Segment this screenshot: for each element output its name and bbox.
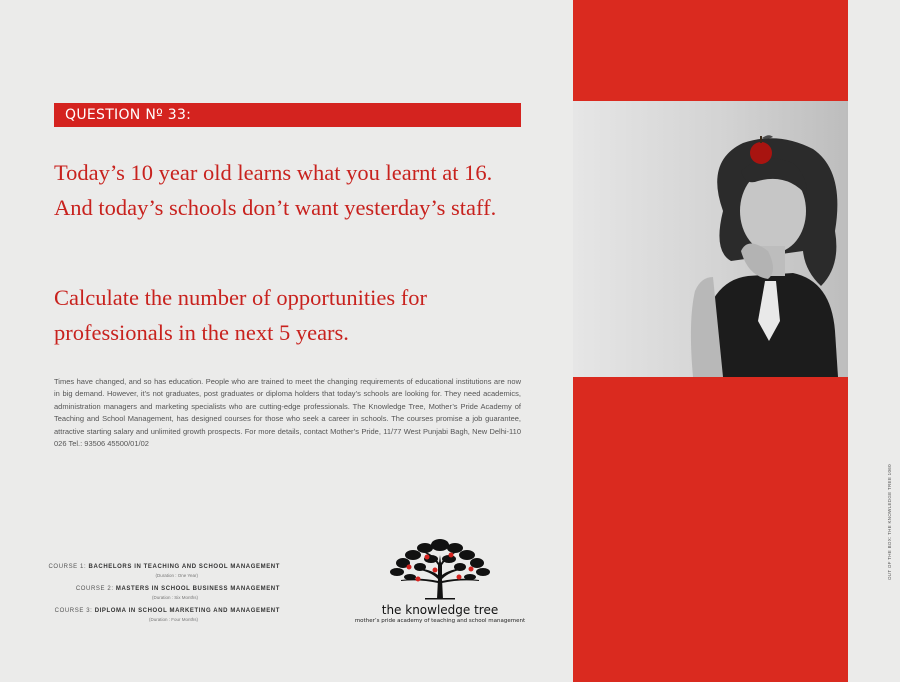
course-title <box>40 563 280 572</box>
woman-with-apple-illustration <box>573 101 848 377</box>
course-list <box>40 563 280 629</box>
course-duration: (Duration : Four Months) <box>148 617 198 622</box>
course-name: DIPLOMA IN SCHOOL MARKETING AND MANAGEMENT <box>94 608 280 614</box>
course-name: MASTERS IN SCHOOL BUSINESS MANAGEMENT <box>115 586 280 592</box>
body-copy: Times have changed, and so has education. People who are trained to meet the changing requirements of educational institutions are now in big demand. However, it’s not graduates, post graduates or diploma holders that today’s schools are looking for. They need academics, administration managers and marketing specialists who are cutting-edge professionals. The Knowledge Tree, Mother’s Pride Academy of Teaching and School Management, has designed courses for those who seek a career in schools. The courses promise a job guarantee, attractive starting salary and unlimited growth prospects. For more details, contact Mother’s Pride, 11/77 West Punjabi Bagh, New Delhi-110 026 Tel.: 93506 45500/01/02 <box>54 377 521 449</box>
tree-with-apples-icon <box>385 535 495 601</box>
course-item <box>40 607 280 623</box>
question-label: QUESTION Nº 33: <box>65 107 192 123</box>
side-caption: OUT OF THE BOX: THE KNOWLEDGE TREE 1060 <box>887 464 892 580</box>
logo-tagline: mother’s pride academy of teaching and school management <box>354 618 526 624</box>
logo <box>345 535 535 625</box>
course-item <box>40 563 280 579</box>
course-prefix: COURSE 3: <box>54 608 93 614</box>
headline-primary: Today’s 10 year old learns what you learnt at 16. And today’s schools don’t want yesterday’s staff. <box>54 160 497 220</box>
course-item <box>40 585 280 601</box>
course-duration: (Duration : Six Months) <box>151 595 198 600</box>
course-prefix: COURSE 2: <box>75 586 114 592</box>
course-duration: (Duration : One Year) <box>155 573 198 578</box>
course-prefix: COURSE 1: <box>48 564 87 570</box>
question-banner <box>54 103 521 127</box>
course-title <box>40 607 280 616</box>
course-name: BACHELORS IN TEACHING AND SCHOOL MANAGEMENT <box>88 564 280 570</box>
headline-secondary: Calculate the number of opportunities for professionals in the next 5 years. <box>54 285 428 345</box>
model-photo <box>573 101 848 377</box>
logo-name: the knowledge tree <box>381 603 499 617</box>
course-title <box>40 585 280 594</box>
